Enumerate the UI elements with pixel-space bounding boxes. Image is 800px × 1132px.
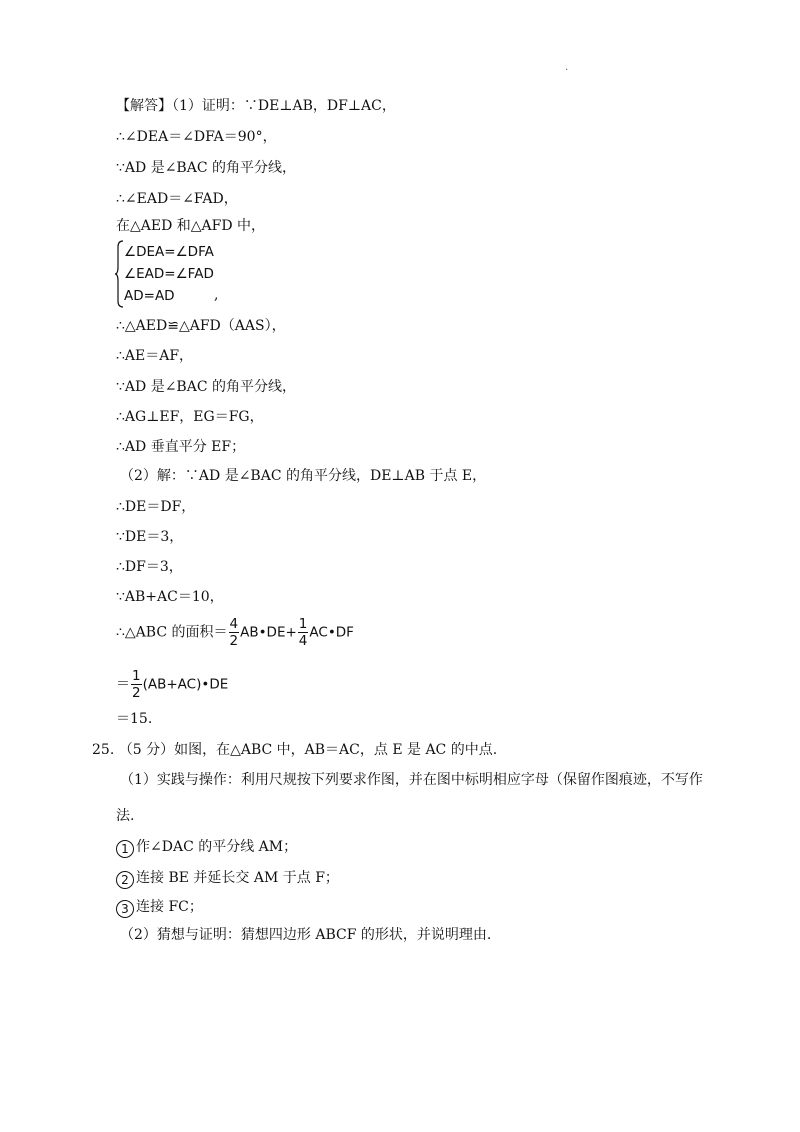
brace-icon: [114, 239, 124, 309]
answer-header: 【解答】（1）证明：∵DE⊥AB，DF⊥AC，: [116, 98, 396, 114]
proof-line: ∴DF＝3，: [116, 559, 183, 575]
question-25-part1: （1）实践与操作：利用尺规按下列要求作图，并在图中标明相应字母（保留作图痕迹，不写作: [120, 772, 703, 788]
proof-line: ∴∠DEA＝∠DFA＝90°，: [116, 129, 277, 145]
brace-condition: AD=AD: [124, 288, 175, 304]
proof-line: ∴DE＝DF，: [116, 499, 196, 515]
question-25-part2: （2）猜想与证明：猜想四边形 ABCF 的形状，并说明理由.: [120, 927, 492, 943]
proof-line: ∴△AED≌△AFD（AAS），: [116, 318, 286, 334]
page-mark: .: [565, 62, 569, 73]
congruence-system: [114, 239, 314, 309]
question-25-part1-cont: 法.: [116, 808, 135, 824]
proof-line: ∵AD 是∠BAC 的角平分线，: [116, 379, 296, 395]
brace-comma: ,: [214, 287, 219, 303]
proof-line: ∵DE＝3，: [116, 529, 184, 545]
step-3: 3 连接 FC；: [116, 897, 203, 918]
part2-header: （2）解：∵AD 是∠BAC 的角平分线，DE⊥AB 于点 E，: [120, 468, 487, 484]
step-2: 2 连接 BE 并延长交 AM 于点 F；: [116, 868, 339, 889]
step-1: 1 作∠DAC 的平分线 AM；: [116, 837, 297, 858]
area-formula: ∴△ABC 的面积＝ $\frac{4}{2}$ AB•DE+ $\frac{1}{4}$ AC•DF: [116, 616, 354, 649]
brace-condition: ∠EAD=∠FAD: [124, 266, 214, 282]
fraction: $\frac{1}{4}$: [298, 616, 308, 649]
area-prefix: ∴△ABC 的面积＝: [116, 624, 228, 641]
fraction: $\frac{1}{2}$: [132, 668, 141, 701]
proof-line: ∴AG⊥EF，EG＝FG，: [116, 409, 264, 425]
proof-line: ∴AD 垂直平分 EF；: [116, 439, 246, 455]
proof-line: ∴∠EAD＝∠FAD，: [116, 191, 238, 207]
result-line: ＝15.: [116, 711, 153, 727]
area-formula-2: ＝ $\frac{1}{2}$ (AB+AC)•DE: [116, 668, 229, 701]
brace-condition: ∠DEA=∠DFA: [124, 244, 214, 260]
fraction: $\frac{4}{2}$: [229, 616, 239, 649]
proof-line: ∵AB+AC＝10，: [116, 589, 224, 605]
proof-line: ∴AE＝AF，: [116, 348, 194, 364]
proof-line: ∵AD 是∠BAC 的角平分线，: [116, 160, 296, 176]
proof-line: 在△AED 和△AFD 中，: [116, 218, 266, 234]
question-25-title: 25. （5 分）如图，在△ABC 中，AB＝AC，点 E 是 AC 的中点.: [92, 742, 498, 758]
